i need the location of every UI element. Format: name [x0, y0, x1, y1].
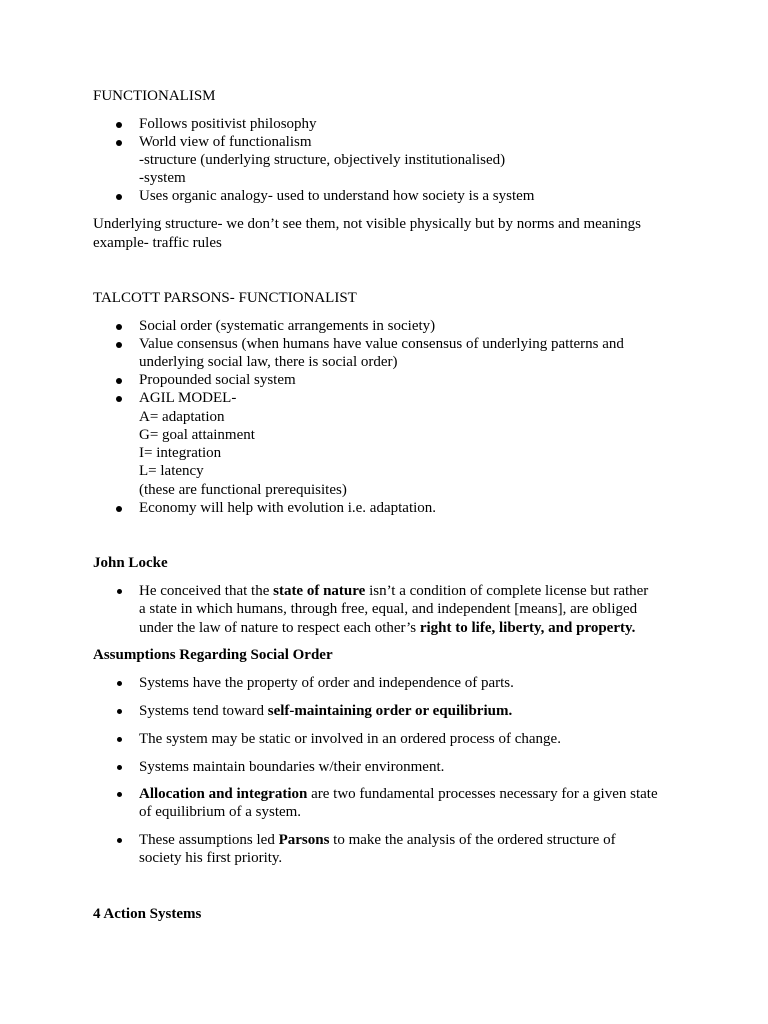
bullet-icon: [114, 335, 124, 353]
list-item-continuation: under the law of nature to respect each other’s right to life, liberty, and property.: [139, 620, 636, 636]
list-item-continuation: A= adaptation: [139, 409, 225, 425]
list-item: These assumptions led Parsons to make the analysis of the ordered structure of: [139, 832, 616, 848]
bullet-icon: [114, 831, 124, 849]
paragraph-line: Underlying structure- we don’t see them, not visible physically but by norms and meanings: [93, 216, 641, 232]
list-item-continuation: -system: [139, 170, 186, 186]
list-item-continuation: society his first priority.: [139, 850, 283, 866]
heading-john-locke: John Locke: [93, 555, 168, 571]
bullet-icon: [114, 674, 124, 692]
list-item: World view of functionalism: [139, 134, 312, 150]
list-item: Uses organic analogy- used to understand how society is a system: [139, 188, 535, 204]
bullet-icon: [114, 730, 124, 748]
list-item-continuation: a state in which humans, through free, equal, and independent [means], are obliged: [139, 601, 638, 617]
heading-functionalism: FUNCTIONALISM: [93, 88, 216, 104]
heading-action-systems: 4 Action Systems: [93, 906, 202, 922]
list-item-continuation: underlying social law, there is social order): [139, 354, 398, 370]
list-item-continuation: L= latency: [139, 463, 204, 479]
list-item: Propounded social system: [139, 372, 296, 388]
heading-talcott-parsons: TALCOTT PARSONS- FUNCTIONALIST: [93, 290, 357, 306]
list-item: He conceived that the state of nature isn’t a condition of complete license but rather: [139, 583, 649, 599]
list-item: Follows positivist philosophy: [139, 116, 317, 132]
bullet-icon: [114, 115, 124, 133]
bullet-icon: [114, 702, 124, 720]
list-item: Systems maintain boundaries w/their environment.: [139, 759, 445, 775]
list-item-continuation: of equilibrium of a system.: [139, 804, 302, 820]
bullet-icon: [114, 785, 124, 803]
bullet-icon: [114, 499, 124, 517]
list-item: The system may be static or involved in an ordered process of change.: [139, 731, 561, 747]
list-item: Systems tend toward self-maintaining order or equilibrium.: [139, 703, 513, 719]
list-item: Value consensus (when humans have value consensus of underlying patterns and: [139, 336, 624, 352]
list-item-continuation: G= goal attainment: [139, 427, 255, 443]
bullet-icon: [114, 317, 124, 335]
list-item: Social order (systematic arrangements in society): [139, 318, 436, 334]
heading-assumptions: Assumptions Regarding Social Order: [93, 647, 333, 663]
paragraph-line: example- traffic rules: [93, 235, 222, 251]
list-item-continuation: -structure (underlying structure, objectively institutionalised): [139, 152, 506, 168]
bullet-icon: [114, 758, 124, 776]
list-item: Allocation and integration are two fundamental processes necessary for a given state: [139, 786, 658, 802]
bullet-icon: [114, 371, 124, 389]
bullet-icon: [114, 133, 124, 151]
bullet-icon: [114, 389, 124, 407]
list-item: Systems have the property of order and independence of parts.: [139, 675, 514, 691]
list-item: Economy will help with evolution i.e. adaptation.: [139, 500, 437, 516]
list-item-continuation: (these are functional prerequisites): [139, 482, 347, 498]
list-item-continuation: I= integration: [139, 445, 222, 461]
bullet-icon: [114, 582, 124, 600]
bullet-icon: [114, 187, 124, 205]
list-item: AGIL MODEL-: [139, 390, 237, 406]
